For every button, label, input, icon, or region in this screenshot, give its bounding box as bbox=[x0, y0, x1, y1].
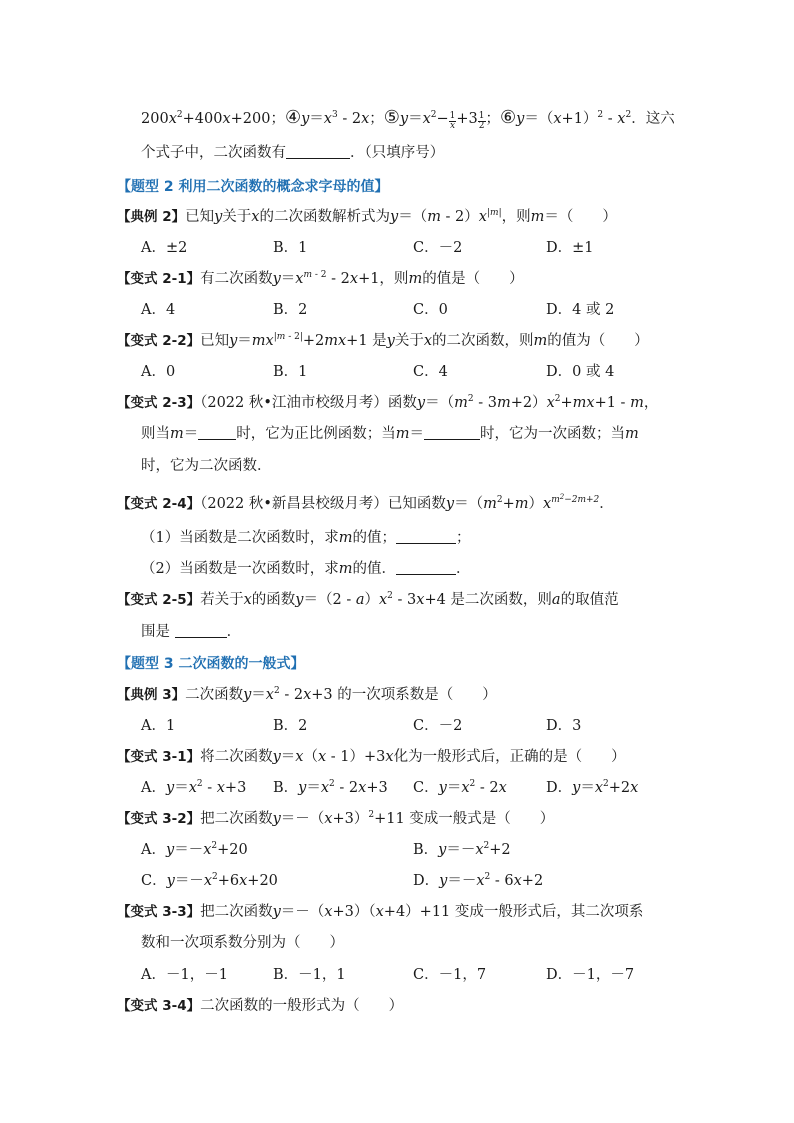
variant-2-3-question-line-3: 时，它为二次函数． bbox=[141, 458, 272, 474]
text: ． bbox=[226, 624, 242, 640]
text: 的取值范 bbox=[560, 592, 619, 608]
text: 把二次函数 bbox=[200, 811, 273, 827]
text: ＝ bbox=[309, 111, 324, 127]
text: + bbox=[560, 395, 573, 411]
text: 将二次函数 bbox=[200, 749, 273, 765]
answer-blank[interactable] bbox=[286, 144, 350, 159]
variant-2-5-question-line-2 bbox=[141, 622, 241, 642]
option-letter: B． bbox=[273, 780, 299, 796]
text: 个式子中，二次函数有 bbox=[141, 145, 286, 161]
text: ＝（2 - bbox=[303, 592, 356, 608]
text: - 2 bbox=[337, 111, 362, 127]
option-d[interactable]: D．－1，－7 bbox=[546, 967, 635, 983]
text: ， bbox=[643, 395, 659, 411]
variant-3-2-question: 【变式 3-2】把二次函数$y=-(x+3)^2+11$ 变成一般式是（ ） bbox=[117, 810, 555, 827]
text: 时，它为正比例函数；当 bbox=[236, 426, 396, 442]
variant-2-5-question-line-1: 【变式 2-5】若关于x的函数$y=(2 - a)x^2 - 3x+4$ 是二次函数，则a的取值范 bbox=[117, 591, 619, 608]
text: 的值； bbox=[352, 530, 396, 546]
text: ＝－（ bbox=[280, 811, 325, 827]
option-b[interactable]: B．1 bbox=[273, 364, 308, 380]
option-a[interactable]: A．4 bbox=[141, 302, 176, 318]
text: ，则 bbox=[501, 209, 531, 225]
option-a[interactable]: A．$y=-x^2+20$ bbox=[141, 841, 248, 858]
text: +1） bbox=[561, 111, 598, 127]
option-a[interactable]: A．$y=x^2 - x+3$ bbox=[141, 779, 247, 796]
question-tag: 【变式 2-5】 bbox=[117, 592, 201, 608]
question-tag: 【变式 2-3】 bbox=[117, 395, 201, 411]
text: - 1）+3 bbox=[326, 749, 386, 765]
text: +400 bbox=[182, 111, 223, 127]
text: ．这六 bbox=[631, 111, 675, 127]
option-d[interactable]: D．0 或 4 bbox=[546, 364, 615, 380]
option-c[interactable]: C．－2 bbox=[413, 240, 463, 256]
section-title-3: 【题型 3 二次函数的一般式】 bbox=[117, 656, 305, 672]
text: +2 bbox=[302, 333, 325, 349]
text: 的值为（ ） bbox=[547, 333, 649, 349]
text: ＝ bbox=[280, 271, 296, 287]
text: +3 的一次项系数是（ ） bbox=[311, 687, 497, 703]
variant-2-3-question-line-1: 【变式 2-3】（2022 秋•江油市校级月考）函数$y=(m^2 - 3m+2)x^2+mx+1 - m$， bbox=[117, 394, 659, 411]
question-tag: 【变式 2-1】 bbox=[117, 271, 201, 287]
question-tag: 【变式 2-4】 bbox=[117, 496, 201, 512]
answer-blank[interactable] bbox=[198, 425, 236, 440]
text: ＝（ ） bbox=[544, 209, 617, 225]
text: ＝（ bbox=[398, 209, 428, 225]
option-letter: D． bbox=[413, 873, 440, 889]
text: 的值是（ ） bbox=[422, 271, 524, 287]
text: ） bbox=[364, 592, 379, 608]
text: - 3 bbox=[392, 592, 417, 608]
item-number-5: ⑤ bbox=[383, 107, 400, 128]
text: ＝ bbox=[183, 426, 199, 442]
text: 则当 bbox=[141, 426, 170, 442]
text: ＝ bbox=[237, 333, 252, 349]
text: 时，它为一次函数；当 bbox=[480, 426, 625, 442]
option-c[interactable]: C．$y=x^2 - 2x$ bbox=[413, 779, 507, 796]
text: ＝ bbox=[280, 749, 296, 765]
text: 200 bbox=[141, 111, 169, 127]
text: ； bbox=[369, 111, 384, 127]
text: （2022 秋•新昌县校级月考）已知函数 bbox=[200, 496, 446, 512]
text: +4 是二次函数，则 bbox=[424, 592, 552, 608]
text: （2022 秋•江油市校级月考）函数 bbox=[200, 395, 417, 411]
option-c[interactable]: C．0 bbox=[413, 302, 448, 318]
variant-2-3-question-line-2: 则当m＝ 时，它为正比例函数；当m＝ 时，它为一次函数；当m bbox=[141, 426, 639, 442]
option-c[interactable]: C．－2 bbox=[413, 718, 463, 734]
text: - 2） bbox=[440, 209, 479, 225]
text: 已知 bbox=[200, 333, 230, 349]
text: ． bbox=[455, 561, 471, 577]
question-1-line-1: $200x^2+400x+200$；$④y=x^3 - 2x$；$⑤y=x^2-$ $\frac{1}{x}$ +3 $\frac{1}{2}$ ；$⑥y=(x+1)^2 - x^2$．这六 bbox=[141, 107, 675, 131]
text: +11 变成一般式是（ ） bbox=[374, 811, 555, 827]
option-b[interactable]: B．$y=-x^2+2$ bbox=[413, 841, 511, 858]
question-tag: 【变式 3-3】 bbox=[117, 904, 201, 920]
variant-2-4-part-2: （2）当函数是一次函数时，求m的值． ． bbox=[141, 561, 471, 577]
variant-2-4-question: 【变式 2-4】（2022 秋•新昌县校级月考）已知函数$y=(m^2+m)x^{m^2-2m+2}$． bbox=[117, 493, 614, 512]
variant-3-4-question bbox=[117, 996, 403, 1016]
text: 的二次函数，则 bbox=[432, 333, 534, 349]
variant-3-3-question-line-1: 【变式 3-3】把二次函数y＝－（x+3）（x+4）+11 变成一般形式后，其二次项系 bbox=[117, 904, 644, 920]
text: 围是 bbox=[141, 624, 175, 640]
text: ； bbox=[485, 111, 501, 127]
question-tag: 【变式 2-2】 bbox=[117, 333, 201, 349]
question-tag: 【典例 3】 bbox=[117, 687, 186, 703]
option-letter: A． bbox=[141, 780, 166, 796]
text: - 2 bbox=[279, 687, 304, 703]
text: +3）（ bbox=[332, 904, 376, 920]
fraction-1-over-2: $\frac{1}{2}$ bbox=[478, 111, 485, 131]
example-3-question: 【典例 3】二次函数$y=x^2 - 2x+3$ 的一次项系数是（ ） bbox=[117, 686, 497, 703]
section-title-2: 【题型 2 利用二次函数的概念求字母的值】 bbox=[117, 179, 389, 195]
text: （ bbox=[303, 749, 318, 765]
option-letter: C． bbox=[141, 873, 167, 889]
item-number-6: ⑥ bbox=[500, 107, 517, 128]
text: - 3 bbox=[473, 395, 497, 411]
text: ＝ bbox=[409, 426, 424, 442]
option-a[interactable]: A．±2 bbox=[141, 240, 188, 256]
text: （1）当函数是二次函数时，求 bbox=[141, 530, 339, 546]
option-d[interactable]: D．±1 bbox=[546, 240, 594, 256]
variant-2-1-question: 【变式 2-1】有二次函数$y=x^{m - 2} - 2x+1$，则m的值是（ ） bbox=[117, 270, 524, 287]
variant-2-2-question: 【变式 2-2】已知$y=mx^{|m - 2|}+2mx+1$ 是y关于x的二次函数，则m的值为（ ） bbox=[117, 332, 649, 349]
text: ＝（ bbox=[524, 111, 554, 127]
text: ＝（ bbox=[425, 395, 455, 411]
text: ． bbox=[599, 496, 614, 512]
option-letter: D． bbox=[546, 780, 573, 796]
answer-blank[interactable] bbox=[396, 560, 456, 575]
text: 关于 bbox=[222, 209, 252, 225]
text: +3） bbox=[332, 811, 369, 827]
variant-3-3-question-line-2: 数和一次项系数分别为（ ） bbox=[141, 935, 344, 951]
text: +3 bbox=[456, 111, 478, 127]
fraction-1-over-x: $\frac{1}{x}$ bbox=[449, 111, 456, 131]
option-c[interactable]: C．4 bbox=[413, 364, 448, 380]
question-tag: 【变式 3-4】 bbox=[117, 998, 201, 1014]
option-a[interactable]: A．－1，－1 bbox=[141, 967, 228, 983]
text: - 2 bbox=[326, 271, 350, 287]
text: +1 - bbox=[594, 395, 631, 411]
text: 若关于 bbox=[200, 592, 244, 608]
text: ＝－（ bbox=[280, 904, 325, 920]
option-b[interactable]: B．1 bbox=[273, 240, 308, 256]
text: ＝ bbox=[408, 111, 423, 127]
text: 的值． bbox=[352, 561, 396, 577]
option-b[interactable]: B．2 bbox=[273, 302, 308, 318]
option-letter: B． bbox=[413, 842, 439, 858]
question-tag: 【变式 3-1】 bbox=[117, 749, 201, 765]
text: ．（只填序号） bbox=[350, 145, 445, 161]
text: 的函数 bbox=[251, 592, 296, 608]
option-a[interactable]: A．0 bbox=[141, 364, 176, 380]
option-c[interactable]: C．－1，7 bbox=[413, 967, 487, 983]
option-b[interactable]: B．$y=x^2 - 2x+3$ bbox=[273, 779, 388, 796]
option-letter: A． bbox=[141, 842, 166, 858]
option-letter: C． bbox=[413, 780, 439, 796]
text: - bbox=[603, 111, 618, 127]
text: （2）当函数是一次函数时，求 bbox=[141, 561, 339, 577]
text: 关于 bbox=[394, 333, 424, 349]
text: +1，则 bbox=[358, 271, 409, 287]
item-number-4: ④ bbox=[284, 107, 302, 128]
option-d[interactable]: D．3 bbox=[546, 718, 582, 734]
question-1-line-2 bbox=[141, 143, 444, 163]
text: ＝（ bbox=[454, 496, 484, 512]
option-d[interactable]: D．4 或 2 bbox=[546, 302, 615, 318]
text: 化为一般形式后，正确的是（ ） bbox=[393, 749, 626, 765]
example-2-question: 【典例 2】已知y关于x的二次函数解析式为$y=(m - 2)x^{|m|}$，则m＝（ ） bbox=[117, 208, 617, 225]
answer-blank[interactable] bbox=[175, 623, 227, 638]
text: + bbox=[502, 496, 515, 512]
text: 二次函数的一般形式为（ ） bbox=[200, 998, 404, 1014]
variant-2-4-part-1: （1）当函数是二次函数时，求m的值； ； bbox=[141, 530, 471, 546]
question-tag: 【典例 2】 bbox=[117, 209, 186, 225]
answer-blank[interactable] bbox=[396, 529, 456, 544]
text: +1 是 bbox=[346, 333, 387, 349]
option-b[interactable]: B．－1，1 bbox=[273, 967, 346, 983]
text: ） bbox=[528, 496, 543, 512]
text: 有二次函数 bbox=[200, 271, 273, 287]
option-b[interactable]: B．2 bbox=[273, 718, 308, 734]
text: 二次函数 bbox=[185, 687, 244, 703]
text: +200； bbox=[230, 111, 285, 127]
answer-blank[interactable] bbox=[424, 425, 480, 440]
text: ＝ bbox=[251, 687, 266, 703]
option-c[interactable]: C．$y=-x^2+6x+20$ bbox=[141, 872, 278, 889]
option-d[interactable]: D．$y=-x^2 - 6x+2$ bbox=[413, 872, 544, 889]
text: +2） bbox=[510, 395, 547, 411]
text: ； bbox=[455, 530, 471, 546]
text: 把二次函数 bbox=[200, 904, 273, 920]
option-d[interactable]: D．$y=x^2+2x$ bbox=[546, 779, 639, 796]
text: +4）+11 变成一般形式后，其二次项系 bbox=[383, 904, 644, 920]
question-tag: 【变式 3-2】 bbox=[117, 811, 201, 827]
variant-3-1-question: 【变式 3-1】将二次函数y＝x（x - 1）+3x化为一般形式后，正确的是（ ） bbox=[117, 749, 626, 765]
text: 的二次函数解析式为 bbox=[259, 209, 390, 225]
text: 已知 bbox=[185, 209, 215, 225]
option-a[interactable]: A．1 bbox=[141, 718, 176, 734]
